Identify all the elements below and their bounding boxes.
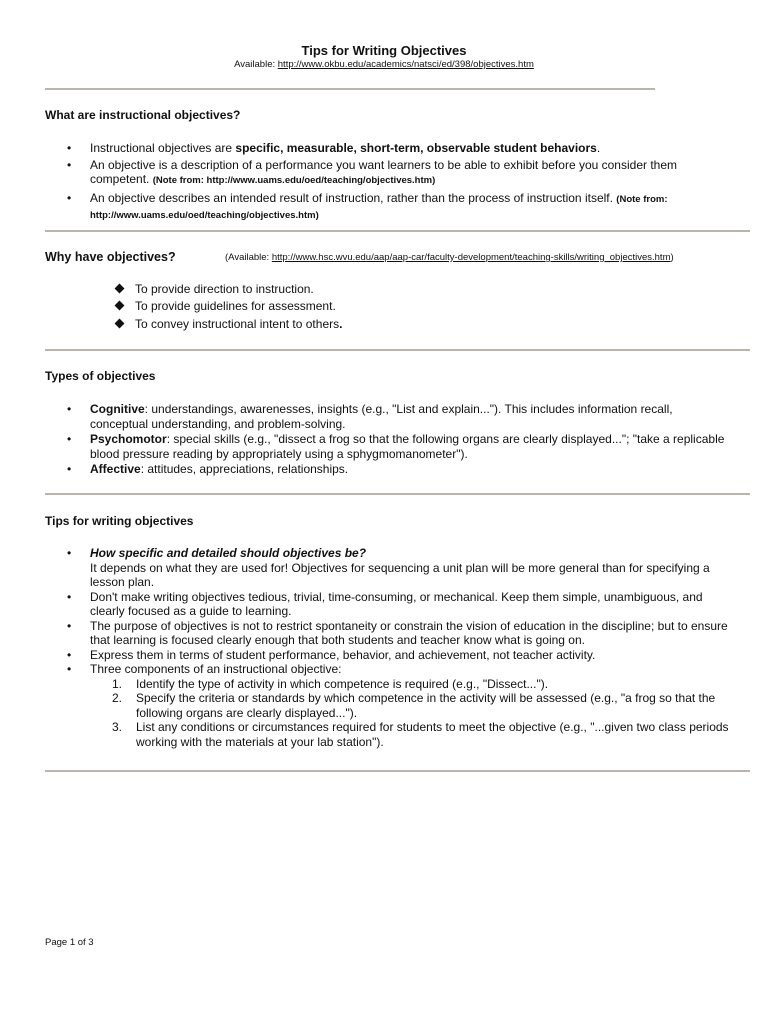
list-item: To provide direction to instruction.: [113, 281, 342, 298]
what-list: [90, 141, 730, 224]
source-link[interactable]: http://www.okbu.edu/academics/natsci/ed/398/objectives.htm: [277, 59, 534, 70]
diamond-bullet-icon: [115, 301, 125, 311]
list-item: • Instructional objectives are specific, measurable, short-term, observable student behaviors.: [90, 141, 730, 156]
divider: [45, 349, 750, 351]
list-item: • How specific and detailed should objectives be? It depends on what they are used for! Objectives for sequencing a unit plan will be more general than for specifying a lesson plan.: [90, 546, 730, 590]
list-item: • Three components of an instructional objective: 1. Identify the type of activity in which competence is required (e.g., "Dissect..."). 2. Specify the criteria or standards by which competence in the activity will be assessed (e.g., "a frog so that the following organs are clearly displayed..."). 3. List any conditions or circumstances required for students to meet the objective (e.g., "...given two class periods working with the materials at your lab station").: [90, 662, 730, 749]
diamond-bullet-icon: [115, 284, 125, 294]
list-item: To convey instructional intent to others.: [113, 316, 342, 333]
section-heading-tips: Tips for writing objectives: [45, 514, 194, 528]
list-item: To provide guidelines for assessment.: [113, 298, 342, 315]
numbered-item: 1. Identify the type of activity in which competence is required (e.g., "Dissect...").: [112, 676, 549, 691]
list-item: • The purpose of objectives is not to restrict spontaneity or constrain the vision of education in the discipline; but to ensure that learning is focused clearly enough that both students and teacher know what is going on.: [90, 619, 730, 648]
diamond-bullet-icon: [115, 319, 125, 329]
section-heading-types: Types of objectives: [45, 369, 156, 383]
page-number: Page 1 of 3: [45, 937, 94, 948]
types-list: [90, 402, 730, 477]
divider: [45, 88, 655, 90]
numbered-item: 2. Specify the criteria or standards by which competence in the activity will be assessed (e.g., "a frog so that the following organs are clearly displayed...").: [112, 691, 716, 720]
list-item: • Don't make writing objectives tedious, trivial, time-consuming, or mechanical. Keep them simple, unambiguous, and clearly focused as a guide to learning.: [90, 590, 730, 619]
divider: [45, 770, 750, 772]
available-label: Available:: [234, 59, 278, 70]
why-source-link[interactable]: http://www.hsc.wvu.edu/aap/aap-car/faculty-development/teaching-skills/writing_objectives.htm: [271, 252, 671, 263]
tips-list: [90, 546, 730, 749]
list-item: • An objective is a description of a performance you want learners to be able to exhibit before you consider them competent. (Note from: http://www.uams.edu/oed/teaching/objectives.htm): [90, 158, 730, 189]
source-line: [0, 59, 768, 70]
list-item: • Psychomotor: special skills (e.g., "dissect a frog so that the following organs are clearly displayed..."; "take a replicable blood pressure reading by appropriately using a sphygmomanometer").: [90, 432, 730, 461]
list-item: • Cognitive: understandings, awarenesses, insights (e.g., "List and explain..."). This includes information recall, conceptual understanding, and problem-solving.: [90, 402, 730, 431]
document-title: Tips for Writing Objectives: [301, 43, 467, 58]
divider: [45, 493, 750, 495]
divider: [45, 230, 750, 232]
list-item: • An objective describes an intended result of instruction, rather than the process of instruction itself. (Note from: http://www.uams.edu/oed/teaching/objectives.htm): [90, 191, 730, 224]
list-item: • Express them in terms of student performance, behavior, and achievement, not teacher activity.: [90, 648, 730, 663]
numbered-item: 3. List any conditions or circumstances required for students to meet the objective (e.g., "...given two class periods working with the materials at your lab station").: [112, 720, 729, 749]
components-list: [90, 677, 730, 750]
section-heading-what: What are instructional objectives?: [45, 108, 241, 122]
why-source-line: (Available: http://www.hsc.wvu.edu/aap/aap-car/faculty-development/teaching-skills/writing_objectives.htm): [225, 252, 674, 263]
why-list: [113, 281, 342, 333]
section-heading-why: Why have objectives?: [45, 250, 176, 264]
list-item: • Affective: attitudes, appreciations, relationships.: [90, 462, 730, 477]
